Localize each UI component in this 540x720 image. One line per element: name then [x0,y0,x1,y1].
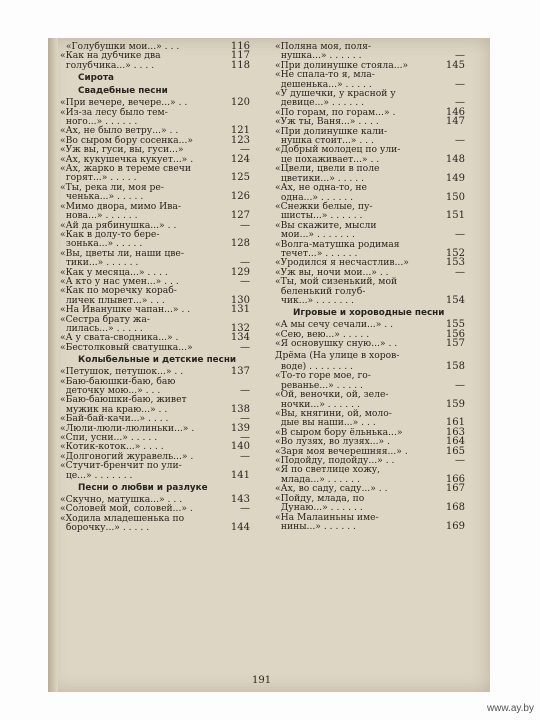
toc-entry-title: реванье...» . . . . . [275,379,363,391]
toc-entry-page: 143 [230,494,250,506]
toc-entry-title: чик...» . . . . . . . [275,294,355,306]
toc-entry-page: — [240,341,250,353]
toc-entry [60,61,250,70]
toc-entry-page: 129 [230,266,250,278]
toc-entry-title: горят...» . . . . . [60,172,137,184]
toc-entry-page: 127 [230,210,250,222]
toc-entry-page: 140 [230,441,250,453]
toc-entry-page: 158 [445,361,465,372]
toc-entry-title: течет...» . . . . . . [275,247,358,259]
toc-entry-page: 166 [445,473,465,485]
toc-entry-title: «Мимо двора, мимо Ива- [60,200,181,212]
toc-entry-title: «Ах, не было ветру...» . . [60,125,179,137]
toc-entry-title: «Ах, во саду, саду...» . . [275,483,388,495]
toc-entry-title: «Заря моя вечерешняя...» . [275,445,408,457]
toc-entry-page: — [240,219,250,231]
toc-column-right [275,42,465,531]
toc-entry-page: — [240,144,250,156]
toc-entry-title: «Вы скажите, мысли [275,219,377,231]
toc-entry-title: «Уродился я несчастлив...» [275,257,409,269]
toc-entry-title: «Бестолковый сватушка...» [60,341,193,353]
toc-entry [275,296,465,305]
toc-entry-title: «Как у месяца...» . . . . [60,266,168,278]
toc-entry-title: одна...» . . . . . . [275,191,354,203]
toc-entry-page: 146 [445,106,465,118]
toc-entry-title: «При долинушке стояла...» [275,59,409,71]
toc-entry-title: «Я по светлице хожу, [275,464,381,476]
toc-entry-page: 116 [230,41,250,52]
toc-entry-page: 131 [230,304,250,316]
toc-entry-page: 124 [230,153,250,165]
toc-entry-title: «Ай да рябинушка...» . . [60,219,177,231]
toc-entry-title: зонька...» . . . . . [60,238,143,250]
toc-entry-title: «Долгоногий журавель...» . [60,450,194,462]
toc-entry-page: 157 [445,338,465,350]
toc-entry-title: «На Иванушке чапан...» . . [60,304,191,316]
toc-entry-page: 168 [445,502,465,514]
toc-entry [275,522,465,531]
toc-entry-page: 141 [230,469,250,481]
toc-entry-title: «Сею, вею...» . . . . . [275,328,370,340]
toc-entry-page: — [455,78,465,90]
toc-entry-page: — [455,266,465,278]
toc-entry-title: Дунаю...» . . . . . . [275,502,363,514]
toc-entry-title: «При долинушке кали- [275,125,388,137]
toc-entry-title: «По горам, по горам...» . [275,106,396,118]
toc-entry-title: шисты...» . . . . . . [275,210,363,222]
toc-entry-page: 151 [445,210,465,222]
toc-entry-title: «Как в долу-то бере- [60,228,160,240]
toc-entry-page: 121 [230,125,250,137]
toc-entry-title: тики...» . . . . . . [60,257,139,269]
toc-section-heading: Игровые и хороводные песни [293,308,445,319]
toc-entry-title: Дрёма (На улице в хоров- [275,349,400,361]
toc-entry-title: мои...» . . . . . . . [275,229,355,241]
toc-entry-title: «А мы сечу сечали...» . . [275,319,394,331]
toc-entry-page: 167 [445,483,465,495]
toc-entry-title: «Ой, веночки, ой, зеле- [275,389,389,401]
toc-entry-page: — [455,135,465,147]
toc-entry-title: нова...» . . . . . . [60,210,138,222]
toc-section-heading: Сирота [78,73,114,84]
toc-entry-title: «Ты, река ли, моя ре- [60,181,164,193]
toc-entry-title: дые вы наши...» . . . [275,417,376,429]
toc-entry-title: нушка...» . . . . . . [275,50,362,62]
toc-entry-title: «Уж вы, ночи мои...» . . [275,266,389,278]
toc-entry-page: 147 [445,116,465,128]
toc-entry-page: 120 [230,97,250,109]
toc-entry-page: — [240,385,250,396]
toc-section-heading: Свадебные песни [78,86,168,97]
toc-entry-title: «Баю-баюшки-баю, баю [60,375,176,387]
toc-entry-title: ного...» . . . . . . [60,116,138,128]
toc-entry-title: «Уж вы, гуси, вы, гуси...» [60,144,184,156]
toc-entry-title: «Во сыром бору сосенка...» [60,134,194,146]
toc-entry-title: «Спи, усни...» . . . . . [60,432,158,444]
toc-entry-title: «Как на дубчике два [60,50,161,62]
toc-entry-title: деточку мою...» . . . [60,385,161,396]
toc-entry-page: 153 [445,257,465,269]
toc-entry [60,343,250,352]
toc-entry-title: «Котик-коток...» . . . . [60,441,164,453]
toc-entry-page: — [455,229,465,241]
toc-entry-page: 134 [230,332,250,344]
toc-entry-title: «В сыром бору ёльнька...» [275,426,403,438]
toc-entry-title: «Скучно, матушка...» . . . [60,494,183,506]
toc-entry-page: 165 [445,445,465,457]
toc-entry-page: 152 [445,247,465,259]
toc-entry-title: «Люли-люли-люлиньки...» . [60,422,195,434]
toc-entry-title: цветики...» . . . . . [275,172,365,184]
toc-entry-title: беленький голуб- [275,285,366,297]
toc-entry-page: — [455,50,465,62]
toc-entry-page: 123 [230,134,250,146]
page-number: 191 [252,675,272,686]
toc-entry-title: «Вы, княгини, ой, моло- [275,408,392,420]
toc-entry-title: девице...» . . . . . . [275,97,365,109]
toc-entry-page: — [240,450,250,462]
toc-entry-title: «Ты, мой сизенький, мой [275,276,398,288]
toc-entry-page: 148 [445,153,465,165]
toc-entry-page: 128 [230,238,250,250]
toc-entry [275,339,465,348]
toc-entry-page: 150 [445,191,465,203]
toc-entry-title: млада...» . . . . . . [275,473,360,485]
page-binding-edge [48,38,58,692]
toc-entry-page: 125 [230,172,250,184]
toc-entry-title: «Бай-бай-качи...» . . . . [60,413,169,425]
toc-entry-page: 144 [230,522,250,534]
toc-entry-title: «Ах, не одна-то, не [275,182,367,194]
toc-entry-title: «Из-за лесу было тем- [60,106,168,118]
toc-entry-title: голубчика...» . . . . [60,59,155,71]
toc-entry-page: — [240,257,250,269]
toc-entry-title: ченька...» . . . . . [60,191,144,203]
toc-entry [60,523,250,532]
toc-entry-title: «Снежки белые, пу- [275,200,373,212]
toc-entry-title: дешенька...» . . . . . [275,78,372,90]
toc-entry-page: — [240,432,250,444]
toc-entry-page: 163 [445,426,465,438]
toc-entry-page: 149 [445,172,465,184]
toc-entry-title: «Как по моречку кораб- [60,285,177,297]
toc-entry-title: «Волга-матушка родимая [275,238,400,250]
toc-entry-page: — [240,503,250,515]
toc-entry-title: «Во лузях, во лузях...» . [275,436,390,448]
toc-entry-title: «На Малаиньны име- [275,511,379,523]
toc-entry-title: нины...» . . . . . . [275,520,356,532]
toc-entry-title: «Уж ты, Ваня...» . . . . [275,116,379,128]
toc-entry-title: «Петушок, петушок...» . . [60,366,184,378]
toc-entry-page: — [240,275,250,287]
toc-entry-title: «Ах, жарко в тереме свечи [60,163,191,175]
toc-entry-title: «То-то горе мое, го- [275,370,371,382]
toc-entry-title: «Вы, цветы ли, наши цве- [60,247,184,259]
toc-entry-title: «Я основушку сную...» . . [275,338,398,350]
toc-entry-title: личек плывет...» . . . [60,294,165,306]
toc-entry-title: нушка стоит...» . . . [275,135,374,147]
toc-entry-title: ночки...» . . . . . . [275,398,360,410]
toc-entry-title: «У душечки, у красной у [275,88,396,100]
toc-entry-title: «Не спала-то я, мла- [275,69,375,81]
toc-entry-page: — [240,413,250,425]
toc-entry-title: «Ходила младешенька по [60,512,185,524]
toc-entry-title: борочку...» . . . . . [60,522,150,534]
toc-entry-title: це похаживает...» . . [275,153,380,165]
toc-entry-page: 126 [230,191,250,203]
toc-column-left [60,42,250,533]
toc-entry-page: — [455,97,465,109]
toc-entry-page: 118 [230,59,250,71]
toc-entry-page: 169 [445,520,465,532]
toc-entry-title: «Пойду, млада, по [275,492,365,504]
toc-entry-page: 145 [445,59,465,71]
toc-entry-title: «Добрый молодец по ули- [275,144,401,156]
toc-entry-page: — [455,379,465,391]
toc-entry-title: мужик на краю...» . . [60,403,168,415]
toc-entry-title: лилась...» . . . . . [60,322,143,334]
toc-entry-page: 132 [230,322,250,334]
toc-entry-title: воде) . . . . . . . . [275,361,353,372]
toc-entry-page: 156 [445,328,465,340]
toc-entry-title: «Стучит-бренчит по ули- [60,460,182,472]
toc-entry-title: «Соловей мой, соловей...» . [60,503,193,515]
toc-entry-title: «Поляна моя, поля- [275,41,372,52]
toc-entry-title: «Сестра брату жа- [60,313,150,325]
toc-entry-title: «А у свата-сводника...» . [60,332,179,344]
toc-entry-title: «Цвели, цвели в поле [275,163,380,175]
toc-entry-page: — [455,455,465,467]
toc-entry-page: 117 [230,50,250,62]
toc-entry-title: «Баю-баюшки-баю, живет [60,394,187,406]
toc-entry-page: 137 [230,366,250,378]
toc-section-heading: Колыбельные и детские песни [78,355,237,366]
toc-entry-title: «Подойду, подойду...» . . [275,455,395,467]
toc-entry-page: 139 [230,422,250,434]
toc-entry-title: «Ах, кукушечка кукует...» . [60,153,194,165]
toc-entry-page: 155 [445,319,465,331]
toc-entry-page: 130 [230,294,250,306]
toc-entry-title: «А кто у нас умен...» . . . [60,275,179,287]
toc-entry-page: 154 [445,294,465,306]
toc-entry-page: 161 [445,417,465,429]
toc-entry-page: 159 [445,398,465,410]
toc-entry [60,471,250,480]
toc-entry-page: 138 [230,403,250,415]
toc-entry-title: «При вечере, вечере...» . . [60,97,188,109]
watermark: www.ay.by [486,703,534,714]
toc-section-heading: Песни о любви и разлуке [78,483,208,494]
toc-entry-page: 164 [445,436,465,448]
toc-entry-title: «Голубушки мои...» . . . [60,41,180,52]
toc-entry-title: це...» . . . . . . . [60,469,133,481]
